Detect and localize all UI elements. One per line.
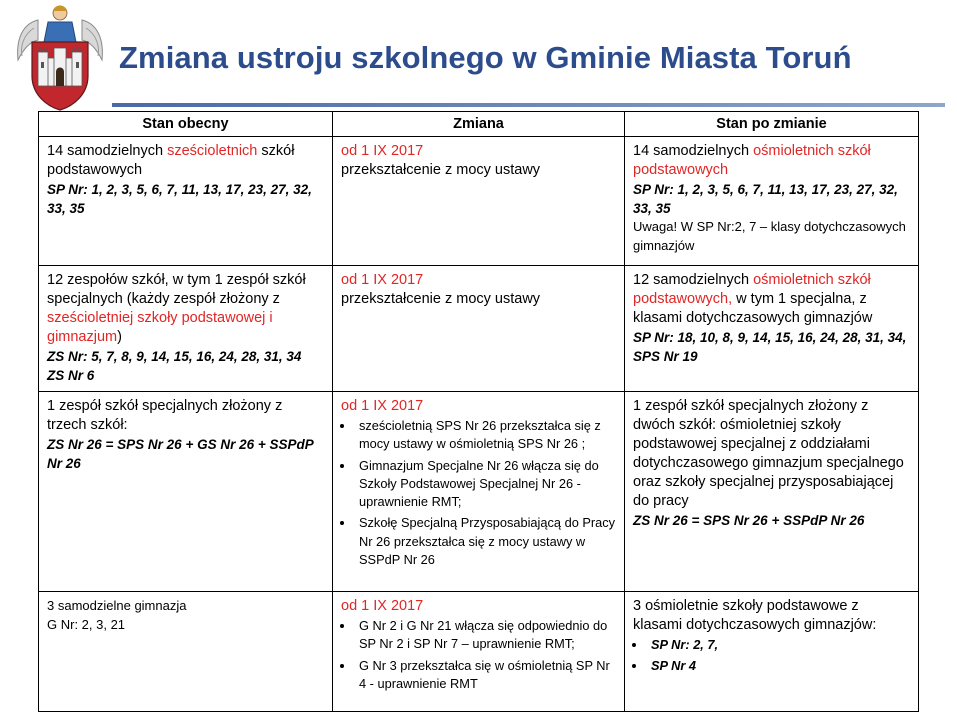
text: ): [117, 329, 122, 345]
header-state-after-change: Stan po zmianie: [625, 112, 919, 137]
cell-current-state: [39, 392, 333, 592]
note-text: Uwaga! W SP Nr:2, 7 – klasy dotychczasowych gimnazjów: [633, 219, 906, 253]
change-list: [341, 617, 616, 693]
cell-state-after: [625, 392, 919, 592]
torun-coat-of-arms-icon: [14, 2, 106, 112]
school-codes: ZS Nr 26 = SPS Nr 26 + GS Nr 26 + SSPdP Nr 26: [47, 437, 314, 471]
change-date: od 1 IX 2017: [341, 272, 424, 288]
title-underline: [112, 103, 945, 107]
cell-current-state: [39, 592, 333, 712]
list-item: • SP Nr: 2, 7,: [647, 636, 910, 654]
school-codes: SP Nr: 1, 2, 3, 5, 6, 7, 11, 13, 17, 23, 27, 32, 33, 35: [633, 182, 898, 216]
page-title: Zmiana ustroju szkolnego w Gminie Miasta Toruń: [119, 40, 852, 75]
text: 14 samodzielnych: [47, 143, 168, 159]
cell-change: [333, 137, 625, 266]
list-item: • G Nr 2 i G Nr 21 włącza się odpowiednio do SP Nr 2 i SP Nr 7 – uprawnienie RMT;: [355, 617, 616, 654]
school-codes: SP Nr: 18, 10, 8, 9, 14, 15, 16, 24, 28, 31, 34,: [633, 330, 907, 345]
school-codes: SP Nr: 1, 2, 3, 5, 6, 7, 11, 13, 17, 23, 27, 32, 33, 35: [47, 182, 312, 216]
text: 1 zespół szkół specjalnych złożony z trzech szkół:: [47, 398, 283, 433]
cell-change: [333, 266, 625, 392]
table-row: [39, 392, 919, 592]
list-item: • Gimnazjum Specjalne Nr 26 włącza się do Szkoły Podstawowej Specjalnej Nr 26 - uprawnienie RMT;: [355, 457, 616, 512]
school-codes: ZS Nr: 5, 7, 8, 9, 14, 15, 16, 24, 28, 31, 34: [47, 349, 302, 364]
change-text: przekształcenie z mocy ustawy: [341, 291, 541, 307]
cell-state-after: [625, 266, 919, 392]
text: 1 zespół szkół specjalnych złożony z dwóch szkół: ośmioletniej szkoły podstawowej specjalnej z oddziałami dotychczasowego gimnazjum specjalnego oraz szkoły specjalnej przysposabiającej do pracy: [633, 398, 904, 509]
text: szkół podstawowych: [47, 143, 295, 178]
text: 12 samodzielnych: [633, 272, 754, 288]
table-header-row: [39, 112, 919, 137]
text: 12 zespołów szkół, w tym 1 zespół szkół specjalnych (każdy zespół złożony z: [47, 272, 306, 307]
change-date: od 1 IX 2017: [341, 398, 424, 414]
cell-current-state: [39, 137, 333, 266]
highlight-text: sześcioletniej szkoły podstawowej i gimnazjum: [47, 310, 273, 345]
list-item: • sześcioletnią SPS Nr 26 przekształca się z mocy ustawy w ośmioletnią SPS Nr 26 ;: [355, 417, 616, 454]
restructuring-table: [38, 111, 919, 712]
change-list: [341, 417, 616, 569]
school-codes: G Nr: 2, 3, 21: [47, 616, 126, 632]
header-current-state: Stan obecny: [39, 112, 333, 137]
change-text: przekształcenie z mocy ustawy: [341, 162, 541, 178]
school-list: [633, 636, 910, 676]
text: 3 samodzielne gimnazja: [47, 598, 187, 613]
school-codes: ZS Nr 6: [47, 368, 95, 383]
school-codes: ZS Nr 26 = SPS Nr 26 + SSPdP Nr 26: [633, 513, 865, 528]
change-date: od 1 IX 2017: [341, 598, 424, 614]
cell-change: [333, 592, 625, 712]
header-change: Zmiana: [333, 112, 625, 137]
cell-current-state: [39, 266, 333, 392]
school-codes: SPS Nr 19: [633, 349, 698, 364]
cell-state-after: [625, 592, 919, 712]
cell-state-after: [625, 137, 919, 266]
table-row: [39, 137, 919, 266]
list-item: • G Nr 3 przekształca się w ośmioletnią SP Nr 4 - uprawnienie RMT: [355, 657, 616, 694]
table-row: [39, 592, 919, 712]
table-row: [39, 266, 919, 392]
highlight-text: sześcioletnich: [167, 143, 258, 159]
text: 14 samodzielnych: [633, 143, 754, 159]
cell-change: [333, 392, 625, 592]
highlight-text: ośmioletnich szkół podstawowych: [633, 143, 871, 178]
list-item: • Szkołę Specjalną Przysposabiającą do Pracy Nr 26 przekształca się z mocy ustawy w SSPdP Nr 26: [355, 514, 616, 569]
highlight-text: ośmioletnich szkół podstawowych,: [633, 272, 871, 307]
change-date: od 1 IX 2017: [341, 143, 424, 159]
text: 3 ośmioletnie szkoły podstawowe z klasami dotychczasowych gimnazjów:: [633, 598, 877, 633]
list-item: • SP Nr 4: [647, 657, 910, 675]
text: w tym 1 specjalna, z klasami dotychczasowych gimnazjów: [633, 291, 873, 326]
